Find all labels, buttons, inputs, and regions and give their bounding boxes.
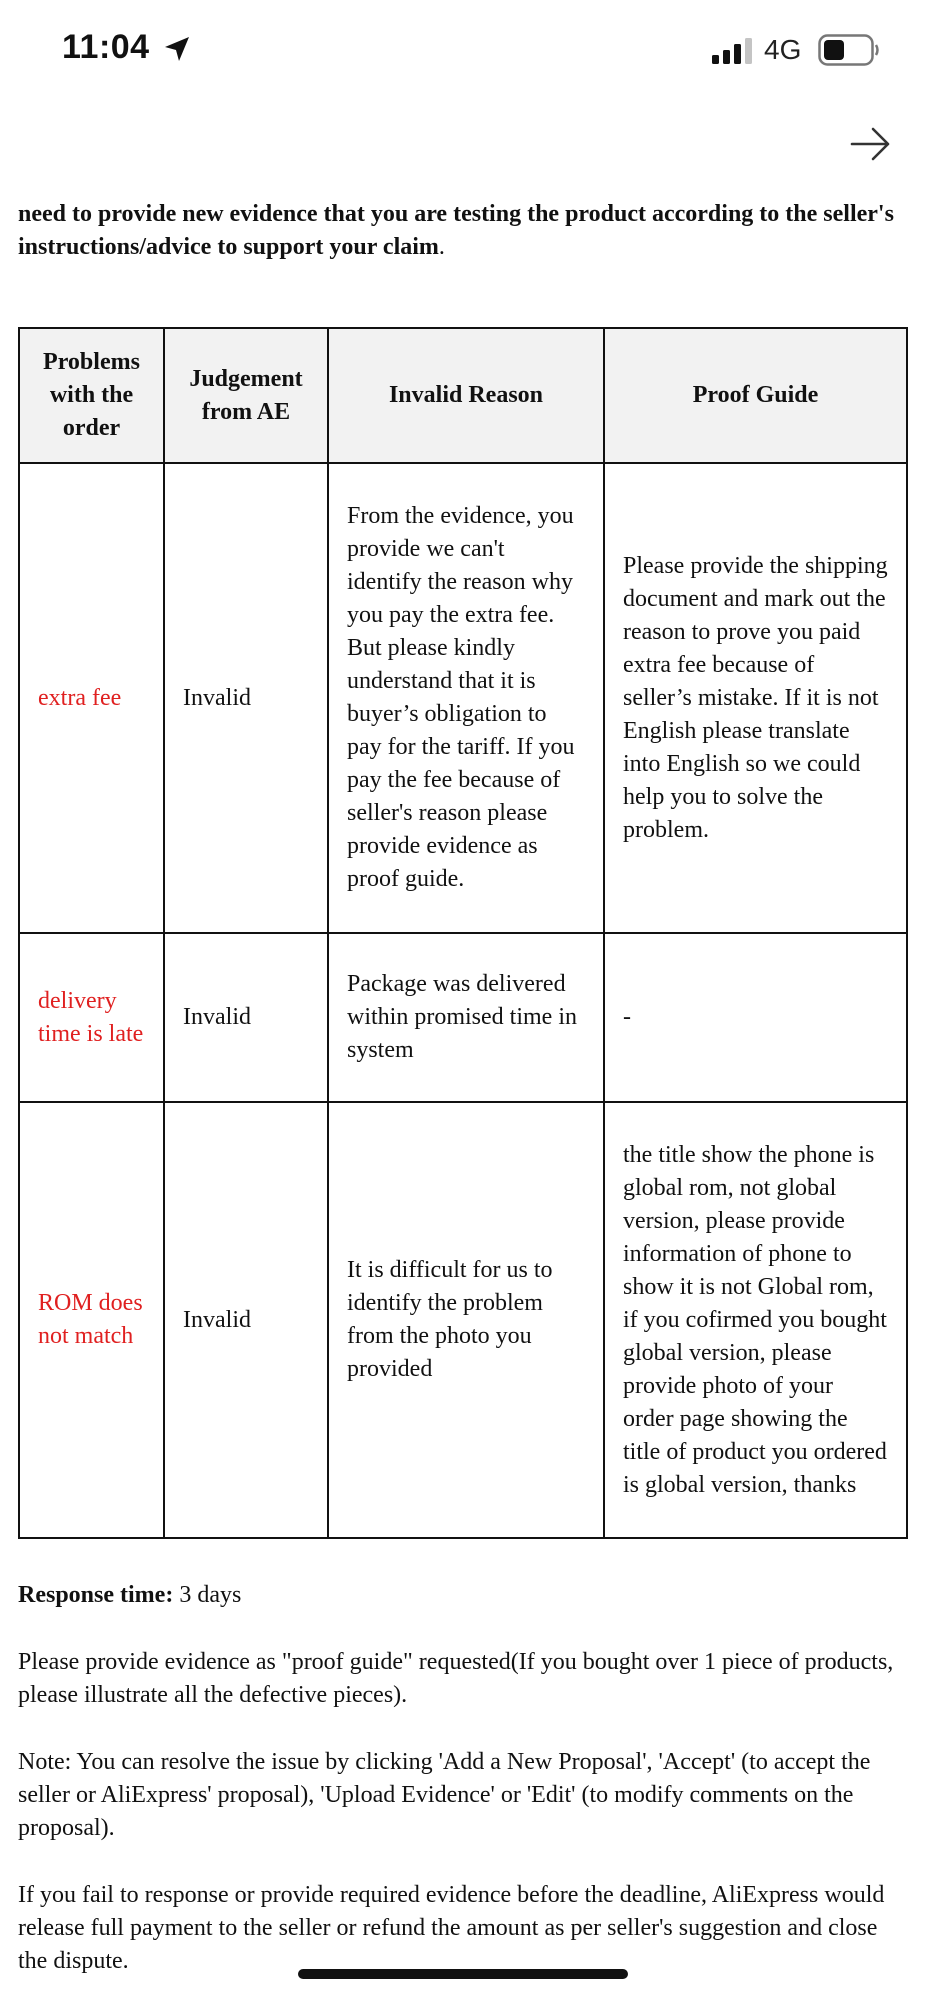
header-invalid-reason: Invalid Reason xyxy=(328,328,604,463)
intro-text xyxy=(18,198,898,264)
response-time xyxy=(18,1579,241,1612)
intro-bold-text: need to provide new evidence that you are testing the product according to the seller's instructions/advice to support your claim xyxy=(18,201,894,260)
problem-cell: ROM does not match xyxy=(19,1102,164,1538)
network-type: 4G xyxy=(764,34,802,65)
judgement-cell: Invalid xyxy=(164,1102,328,1538)
cellular-signal-icon xyxy=(712,38,754,64)
response-time-label: Response time: xyxy=(18,1582,174,1608)
problem-cell: extra fee xyxy=(19,463,164,933)
judgement-cell: Invalid xyxy=(164,463,328,933)
reason-cell: It is difficult for us to identify the problem from the photo you provided xyxy=(328,1102,604,1538)
guide-cell: - xyxy=(604,933,907,1102)
proof-instruction-paragraph: Please provide evidence as "proof guide" requested(If you bought over 1 piece of products, please illustrate all the defective pieces). xyxy=(18,1649,894,1708)
location-arrow-icon xyxy=(162,34,192,64)
table-row xyxy=(19,933,907,1102)
deadline-warning-paragraph: If you fail to response or provide required evidence before the deadline, AliExpress would release full payment to the seller or refund the amount as per seller's suggestion and close the dispute. xyxy=(18,1882,885,1974)
header-proof-guide: Proof Guide xyxy=(604,328,907,463)
reason-cell: Package was delivered within promised time in system xyxy=(328,933,604,1102)
table-header-row xyxy=(19,328,907,463)
problem-cell: delivery time is late xyxy=(19,933,164,1102)
intro-text-end: . xyxy=(438,234,445,260)
judgement-cell: Invalid xyxy=(164,933,328,1102)
header-judgement: Judgement from AE xyxy=(164,328,328,463)
battery-icon xyxy=(818,34,880,66)
table-row xyxy=(19,1102,907,1538)
right-arrow-icon[interactable] xyxy=(848,122,892,166)
home-indicator[interactable] xyxy=(298,1969,628,1979)
header-problems: Problems with the order xyxy=(19,328,164,463)
status-bar xyxy=(0,0,925,100)
resolution-note-paragraph: Note: You can resolve the issue by clicking 'Add a New Proposal', 'Accept' (to accept the seller or AliExpress' proposal), 'Upload Evidence' or 'Edit' (to modify comments on the proposal). xyxy=(18,1749,871,1841)
proof-table xyxy=(18,327,908,1539)
guide-cell: the title show the phone is global rom, not global version, please provide information of phone to show it is not Global rom, if you cofirmed you bought global version, please provide photo of your order page showing the title of product you ordered is global version, thanks xyxy=(604,1102,907,1538)
status-time: 11:04 xyxy=(62,28,150,66)
reason-cell: From the evidence, you provide we can't identify the reason why you pay the extra fee. But please kindly understand that it is buyer’s obligation to pay for the tariff. If you pay the fee because of seller's reason please provide evidence as proof guide. xyxy=(328,463,604,933)
response-time-value: 3 days xyxy=(179,1582,242,1608)
table-row xyxy=(19,463,907,933)
guide-cell: Please provide the shipping document and mark out the reason to prove you paid extra fee because of seller’s mistake. If it is not English please translate into English so we could help you to solve the problem. xyxy=(604,463,907,933)
